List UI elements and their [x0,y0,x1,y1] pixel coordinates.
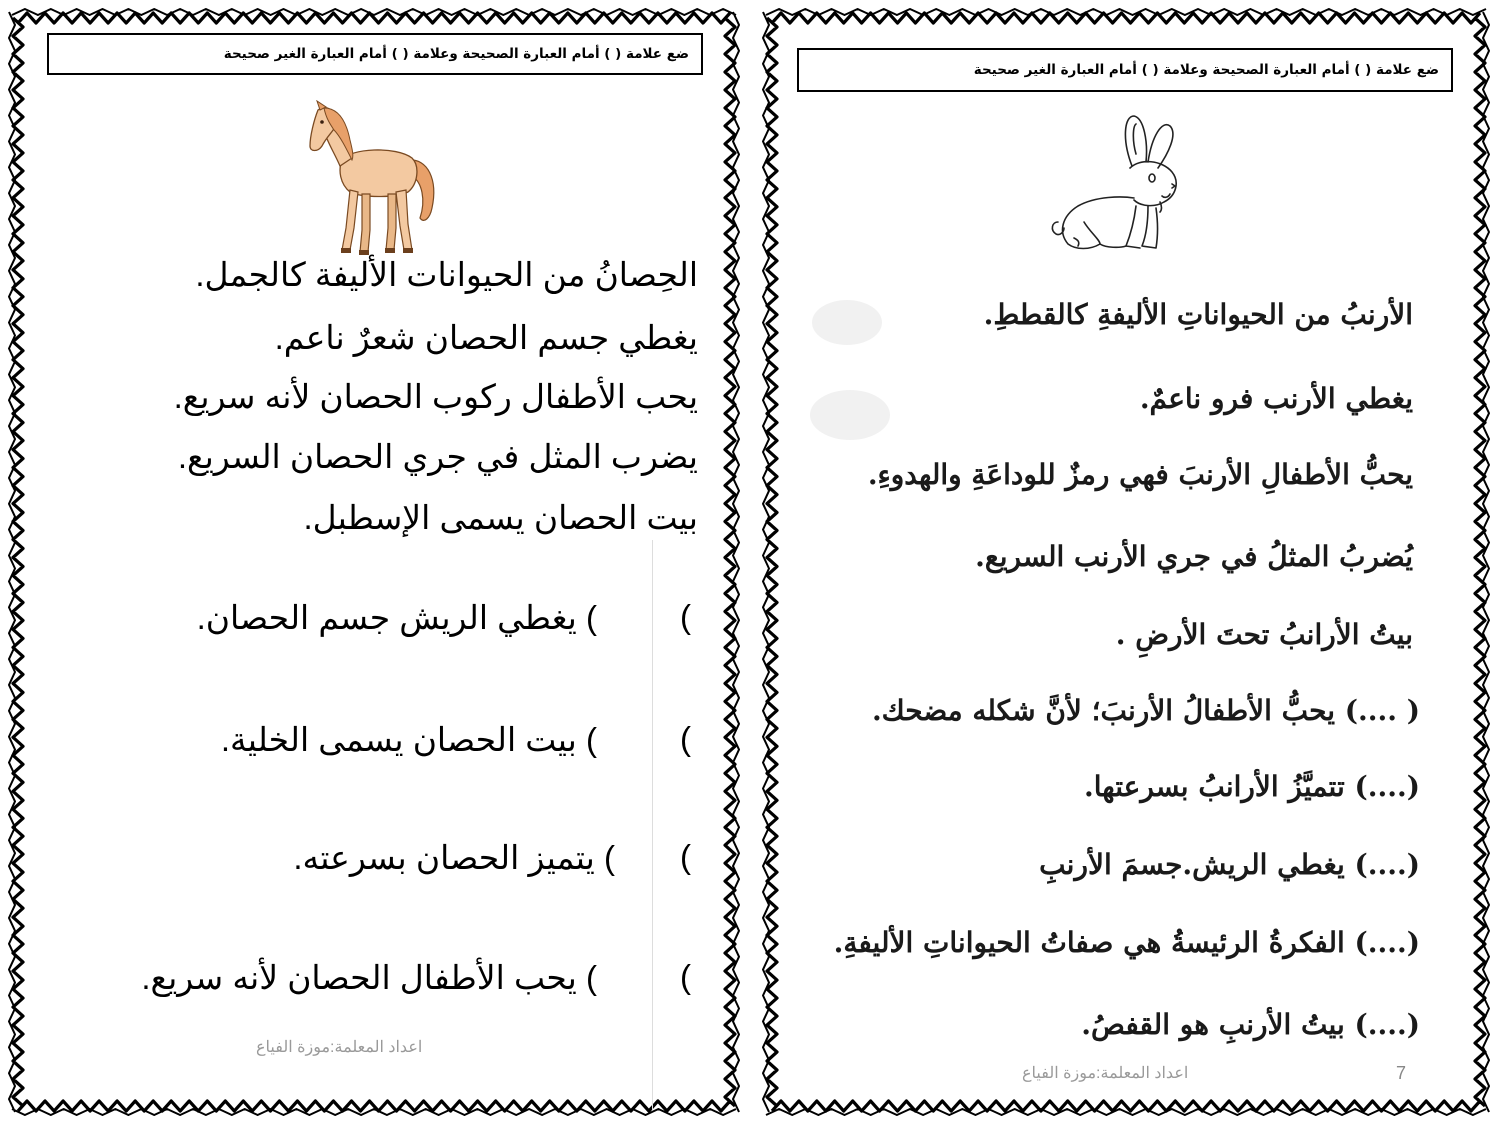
passage-line: يغطي الأرنب فرو ناعمٌ. [1139,382,1413,415]
passage-line: يحب الأطفال ركوب الحصان لأنه سريع. [173,378,698,415]
passage-line: يغطي جسم الحصان شعرٌ ناعم. [274,319,698,356]
passage-line: يضرب المثل في جري الحصان السريع. [177,438,698,475]
worksheet-page-horse [0,0,745,1125]
question-text: ) يغطي الريش جسم الحصان. [196,599,597,636]
question-item[interactable]: (....) تتميَّزُ الأرانبُ بسرعتها. [1084,770,1420,803]
passage-line: الحِصانُ من الحيوانات الأليفة كالجمل. [195,256,698,293]
author-credit: اعداد المعلمة:موزة الفياع [256,1039,423,1056]
instruction-box [47,33,703,75]
worksheet-page-rabbit [752,0,1500,1125]
instruction-box [797,48,1453,92]
scan-smudge [812,300,882,345]
passage-line: يحبُّ الأطفالِ الأرنبَ فهي رمزٌ للوداعَةِ والهدوءِ. [867,458,1413,491]
passage-line: بيت الحصان يسمى الإسطبل. [303,499,698,536]
instruction-text: ضع علامة ( ) أمام العبارة الصحيحة وعلامة ( ) أمام العبارة الغير صحيحة [223,46,689,62]
author-credit: اعداد المعلمة:موزة الفياع [1022,1065,1189,1082]
passage-line: الأرنبُ من الحيواناتِ الأليفةِ كالقططِ. [983,298,1413,331]
scan-smudge [810,390,890,440]
answer-paren[interactable]: ( [680,958,691,995]
answer-paren[interactable]: ( [680,598,691,635]
question-item[interactable]: (....) يغطي الريش.جسمَ الأرنبِ [1039,848,1420,881]
answer-paren[interactable]: ( [680,838,691,875]
instruction-text: ضع علامة ( ) أمام العبارة الصحيحة وعلامة ( ) أمام العبارة الغير صحيحة [973,62,1439,78]
page-number: 7 [1396,1063,1407,1083]
question-item[interactable]: ( ....) يحبُّ الأطفالُ الأرنبَ؛ لأنَّ شكله مضحك. [871,694,1420,727]
passage-line: يُضربُ المثلُ في جري الأرنب السريع. [975,540,1413,573]
horse-illustration [300,100,450,260]
page-fold-line [652,540,653,1110]
question-text: ) يحب الأطفال الحصان لأنه سريع. [141,959,597,996]
rabbit-outline-illustration [1044,110,1204,260]
question-item[interactable]: (....) بيتُ الأرنبِ هو القفصُ. [1081,1008,1420,1041]
answer-paren[interactable]: ( [680,720,691,757]
question-item[interactable]: (....) الفكرةُ الرئيسةُ هي صفاتُ الحيواناتِ الأليفةِ. [833,926,1420,959]
question-text: ) بيت الحصان يسمى الخلية. [220,721,597,758]
question-text: ) يتميز الحصان بسرعته. [293,839,615,876]
passage-line: بيتُ الأرانبُ تحتَ الأرضِ . [1115,618,1413,651]
